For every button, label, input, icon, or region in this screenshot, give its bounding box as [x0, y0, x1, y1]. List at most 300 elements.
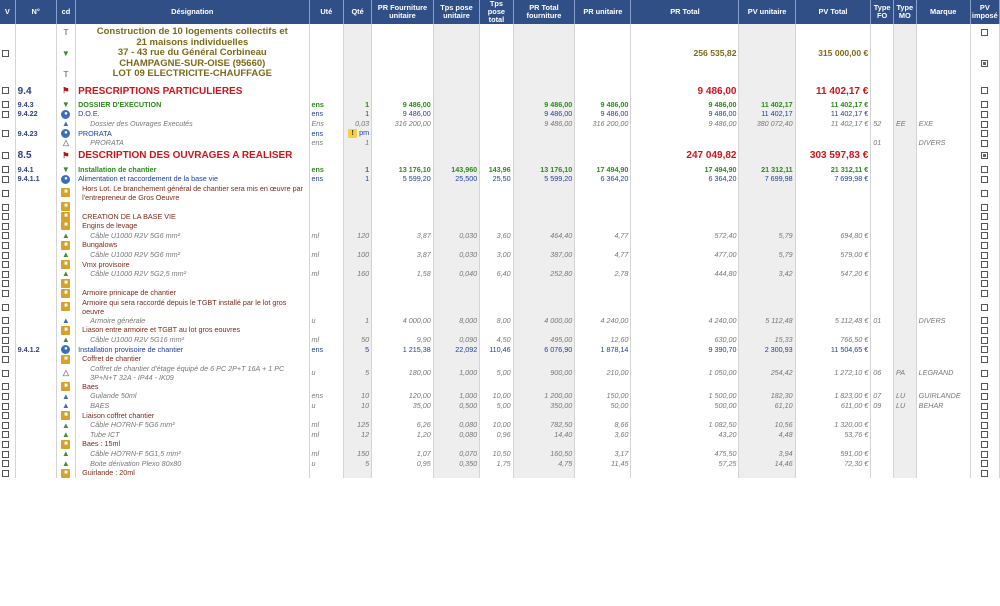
row-pv-impose-cell: [970, 458, 999, 468]
pv-impose-checkbox[interactable]: [981, 111, 988, 118]
col-header-type-mo[interactable]: Type MO: [893, 0, 916, 24]
package-icon: ▲: [61, 391, 70, 401]
row-pr-total-fourniture: 900,00: [513, 364, 575, 382]
row-pv-unitaire: [739, 410, 795, 420]
table-row: [0, 269, 1000, 279]
row-pr-unitaire: 4,77: [575, 230, 631, 240]
row-pr-total: 9 486,00: [631, 100, 739, 110]
row-marque: DIVERS: [916, 138, 970, 148]
row-checkbox[interactable]: [2, 252, 9, 259]
pv-impose-checkbox[interactable]: [981, 152, 988, 159]
row-checkbox[interactable]: [2, 290, 9, 297]
row-type-mo: [893, 269, 916, 279]
row-checkbox[interactable]: [2, 337, 9, 344]
row-checkbox-cell: [0, 138, 15, 148]
row-checkbox[interactable]: [2, 190, 9, 197]
pv-impose-checkbox[interactable]: [981, 383, 988, 390]
table-row: [0, 174, 1000, 184]
row-type-fo: [871, 354, 894, 364]
project-header-row: [0, 24, 1000, 83]
row-qty: [344, 354, 372, 364]
row-pv-impose-cell: [970, 138, 999, 148]
row-checkbox[interactable]: [2, 50, 9, 57]
row-designation: Câble U1000 R2V 5G6 mm²: [76, 230, 309, 240]
row-checkbox[interactable]: [2, 280, 9, 287]
row-pr-fourniture-unitaire: 1 215,38: [372, 344, 434, 354]
row-pv-total: 547,20 €: [795, 269, 871, 279]
pv-impose-checkbox[interactable]: [981, 431, 988, 438]
row-tps-pose-total: [480, 100, 513, 110]
pv-impose-checkbox[interactable]: [981, 261, 988, 268]
row-pr-total-fourniture: 1 200,00: [513, 391, 575, 401]
row-marque: [916, 458, 970, 468]
row-pv-unitaire: [739, 240, 795, 250]
row-pr-fourniture-unitaire: 1,58: [372, 269, 434, 279]
pv-impose-checkbox[interactable]: [981, 327, 988, 334]
row-checkbox[interactable]: [2, 261, 9, 268]
row-number: [15, 250, 56, 260]
pv-impose-checkbox[interactable]: [981, 223, 988, 230]
pv-impose-checkbox[interactable]: [981, 337, 988, 344]
project-pv-total: 315 000,00 €: [795, 24, 871, 83]
row-pr-total: 572,40: [631, 230, 739, 240]
row-pv-total: 11 402,17 €: [795, 83, 871, 100]
row-pr-total-fourniture: [513, 288, 575, 298]
row-pv-impose-cell: [970, 335, 999, 345]
row-code-cell: [56, 288, 75, 298]
row-pv-impose-cell: [970, 109, 999, 119]
row-tps-pose-unitaire: 0,030: [433, 230, 479, 240]
row-checkbox[interactable]: [2, 403, 9, 410]
row-pr-unitaire: 12,60: [575, 335, 631, 345]
row-type-mo: [893, 420, 916, 430]
pv-impose-checkbox[interactable]: [981, 441, 988, 448]
row-pv-impose-cell: [970, 250, 999, 260]
row-checkbox[interactable]: [2, 166, 9, 173]
note-icon: ■: [61, 212, 70, 221]
row-pr-unitaire: [575, 147, 631, 164]
row-pr-total-fourniture: 9 486,00: [513, 109, 575, 119]
row-checkbox[interactable]: [2, 346, 9, 353]
pv-impose-checkbox[interactable]: [981, 166, 988, 173]
row-pr-total: 477,00: [631, 250, 739, 260]
row-code-cell: [56, 174, 75, 184]
row-pr-fourniture-unitaire: 5 599,20: [372, 174, 434, 184]
col-header-cd[interactable]: cd: [56, 0, 75, 24]
row-pv-total: 11 402,17 €: [795, 100, 871, 110]
col-header-pr-total[interactable]: PR Total: [631, 0, 739, 24]
row-marque: [916, 269, 970, 279]
table-row: [0, 439, 1000, 449]
table-header: [0, 0, 1000, 24]
col-header-v[interactable]: V: [0, 0, 15, 24]
row-pr-unitaire: 210,00: [575, 364, 631, 382]
pv-impose-checkbox[interactable]: [981, 204, 988, 211]
row-designation: Dossier des Ouvrages Executés: [76, 119, 309, 129]
pv-impose-checkbox[interactable]: [981, 29, 988, 36]
row-pv-total: 11 402,17 €: [795, 109, 871, 119]
row-pv-total: 591,00 €: [795, 449, 871, 459]
row-checkbox[interactable]: [2, 460, 9, 467]
row-pr-unitaire: [575, 382, 631, 392]
row-type-fo: [871, 211, 894, 221]
row-checkbox[interactable]: [2, 271, 9, 278]
row-code-cell: [56, 100, 75, 110]
table-row: [0, 468, 1000, 478]
row-qty: 5: [344, 458, 372, 468]
row-pv-total: [795, 325, 871, 335]
table-row: [0, 410, 1000, 420]
row-marque: [916, 430, 970, 440]
row-pr-unitaire: 11,45: [575, 458, 631, 468]
row-pr-fourniture-unitaire: [372, 410, 434, 420]
pv-impose-checkbox[interactable]: [981, 213, 988, 220]
pv-impose-checkbox[interactable]: [981, 190, 988, 197]
pv-impose-checkbox[interactable]: [981, 451, 988, 458]
row-pv-total: 579,00 €: [795, 250, 871, 260]
row-checkbox[interactable]: [2, 422, 9, 429]
row-checkbox[interactable]: [2, 176, 9, 183]
pv-impose-checkbox[interactable]: [981, 280, 988, 287]
row-designation: Liason entre armoire et TGBT au lot gros eouvres: [76, 325, 309, 335]
row-tps-pose-unitaire: [433, 221, 479, 231]
row-checkbox[interactable]: [2, 152, 9, 159]
col-header-marque[interactable]: Marque: [916, 0, 970, 24]
pv-impose-checkbox[interactable]: [981, 304, 988, 311]
row-number: [15, 410, 56, 420]
row-marque: [916, 420, 970, 430]
row-pv-unitaire: 21 312,11: [739, 164, 795, 174]
row-number: 9.4.22: [15, 109, 56, 119]
row-checkbox[interactable]: [2, 130, 9, 137]
pv-impose-checkbox[interactable]: [981, 232, 988, 239]
col-header-pv-unitaire[interactable]: PV unitaire: [739, 0, 795, 24]
row-pv-impose-cell: [970, 83, 999, 100]
row-checkbox[interactable]: [2, 412, 9, 419]
row-checkbox[interactable]: [2, 101, 9, 108]
row-code-cell: [56, 439, 75, 449]
row-checkbox-cell: [0, 128, 15, 138]
row-code-cell: [56, 430, 75, 440]
row-number: [15, 335, 56, 345]
row-marque: [916, 221, 970, 231]
pv-impose-checkbox[interactable]: [981, 370, 988, 377]
row-tps-pose-total: 10,00: [480, 420, 513, 430]
row-tps-pose-unitaire: [433, 354, 479, 364]
row-unit: [309, 382, 344, 392]
row-number: [15, 325, 56, 335]
table-row: [0, 119, 1000, 129]
row-unit: [309, 240, 344, 250]
row-checkbox[interactable]: [2, 441, 9, 448]
row-pv-total: 611,00 €: [795, 401, 871, 411]
row-pv-unitaire: [739, 138, 795, 148]
table-row: [0, 401, 1000, 411]
col-header-pr-fourniture-unitaire[interactable]: PR Fourniture unitaire: [372, 0, 434, 24]
row-pv-impose-cell: [970, 344, 999, 354]
row-pr-total: 9 486,00: [631, 83, 739, 100]
pv-impose-checkbox[interactable]: [981, 252, 988, 259]
row-pr-total: 6 364,20: [631, 174, 739, 184]
row-pr-fourniture-unitaire: 1,20: [372, 430, 434, 440]
row-pv-unitaire: [739, 83, 795, 100]
pv-impose-checkbox[interactable]: [981, 317, 988, 324]
row-number: [15, 354, 56, 364]
row-pr-total: [631, 382, 739, 392]
row-type-fo: [871, 335, 894, 345]
row-checkbox[interactable]: [2, 451, 9, 458]
row-pr-fourniture-unitaire: [372, 468, 434, 478]
row-unit: [309, 288, 344, 298]
pv-impose-checkbox[interactable]: [981, 176, 988, 183]
row-checkbox-cell: [0, 458, 15, 468]
row-qty: 1: [344, 100, 372, 110]
pv-impose-checkbox[interactable]: [981, 271, 988, 278]
note-icon: ■: [61, 221, 70, 230]
row-pv-unitaire: [739, 382, 795, 392]
row-tps-pose-total: [480, 298, 513, 316]
col-header-qty[interactable]: Qté: [344, 0, 372, 24]
row-pr-unitaire: [575, 211, 631, 221]
row-checkbox[interactable]: [2, 242, 9, 249]
row-checkbox[interactable]: [2, 111, 9, 118]
row-type-fo: [871, 147, 894, 164]
row-checkbox[interactable]: [2, 470, 9, 477]
row-pr-total: [631, 184, 739, 202]
row-pv-total: 53,76 €: [795, 430, 871, 440]
row-pv-total: [795, 410, 871, 420]
row-type-mo: [893, 174, 916, 184]
row-pr-unitaire: 3,17: [575, 449, 631, 459]
row-pv-unitaire: 7 699,98: [739, 174, 795, 184]
row-unit: ml: [309, 250, 344, 260]
col-header-n[interactable]: N°: [15, 0, 56, 24]
row-type-fo: [871, 468, 894, 478]
row-pr-fourniture-unitaire: [372, 202, 434, 212]
pv-impose-checkbox[interactable]: [981, 460, 988, 467]
row-unit: [309, 354, 344, 364]
row-code-cell: [56, 335, 75, 345]
row-pr-unitaire: [575, 439, 631, 449]
row-checkbox-cell: [0, 364, 15, 382]
pv-impose-checkbox[interactable]: [981, 60, 988, 67]
row-pr-total-fourniture: [513, 128, 575, 138]
row-type-mo: [893, 259, 916, 269]
row-checkbox-cell: [0, 401, 15, 411]
row-pv-impose-cell: [970, 259, 999, 269]
row-pr-fourniture-unitaire: [372, 211, 434, 221]
table-row: [0, 147, 1000, 164]
row-unit: [309, 211, 344, 221]
row-pr-unitaire: [575, 240, 631, 250]
table-row: [0, 354, 1000, 364]
row-pv-unitaire: [739, 439, 795, 449]
row-checkbox[interactable]: [2, 383, 9, 390]
row-unit: [309, 184, 344, 202]
row-pv-total: 694,80 €: [795, 230, 871, 240]
row-type-fo: 07: [871, 391, 894, 401]
row-marque: [916, 468, 970, 478]
row-type-mo: [893, 344, 916, 354]
row-pr-fourniture-unitaire: [372, 325, 434, 335]
row-checkbox[interactable]: [2, 370, 9, 377]
pv-impose-checkbox[interactable]: [981, 470, 988, 477]
pv-impose-checkbox[interactable]: [981, 403, 988, 410]
pv-impose-checkbox[interactable]: [981, 393, 988, 400]
pv-impose-checkbox[interactable]: [981, 87, 988, 94]
row-qty: 5: [344, 364, 372, 382]
row-pv-unitaire: [739, 211, 795, 221]
row-checkbox[interactable]: [2, 317, 9, 324]
row-pr-unitaire: 316 200,00: [575, 119, 631, 129]
pv-impose-checkbox[interactable]: [981, 121, 988, 128]
row-pr-fourniture-unitaire: 0,95: [372, 458, 434, 468]
note-icon: ■: [61, 382, 70, 391]
table-row: [0, 288, 1000, 298]
table-row: [0, 382, 1000, 392]
row-type-fo: [871, 382, 894, 392]
col-header-designation[interactable]: Désignation: [76, 0, 309, 24]
row-qty: [344, 184, 372, 202]
row-pr-unitaire: 2,78: [575, 269, 631, 279]
item-icon: ●: [61, 175, 70, 184]
pv-impose-checkbox[interactable]: [981, 130, 988, 137]
row-pr-fourniture-unitaire: [372, 439, 434, 449]
row-pr-unitaire: [575, 278, 631, 288]
col-header-pr-total-fourniture[interactable]: PR Total fourniture: [513, 0, 575, 24]
row-checkbox[interactable]: [2, 87, 9, 94]
note-icon: ■: [61, 302, 70, 311]
col-header-pv-total[interactable]: PV Total: [795, 0, 871, 24]
row-number: [15, 288, 56, 298]
row-type-mo: [893, 316, 916, 326]
row-checkbox[interactable]: [2, 213, 9, 220]
row-tps-pose-unitaire: [433, 259, 479, 269]
row-pr-total-fourniture: 4 000,00: [513, 316, 575, 326]
row-designation: Câble U1000 R2V 5G16 mm²: [76, 335, 309, 345]
row-pv-total: [795, 439, 871, 449]
row-unit: Ens: [309, 119, 344, 129]
row-pv-unitaire: 380 072,40: [739, 119, 795, 129]
row-checkbox[interactable]: [2, 431, 9, 438]
pv-impose-checkbox[interactable]: [981, 290, 988, 297]
row-checkbox-cell: [0, 100, 15, 110]
row-designation: DESCRIPTION DES OUVRAGES A REALISER: [76, 147, 309, 164]
pv-impose-checkbox[interactable]: [981, 242, 988, 249]
row-checkbox[interactable]: [2, 204, 9, 211]
row-pv-unitaire: [739, 202, 795, 212]
col-header-tps-pose-unitaire[interactable]: Tps pose unitaire: [433, 0, 479, 24]
row-checkbox[interactable]: [2, 232, 9, 239]
row-type-mo: [893, 147, 916, 164]
row-checkbox[interactable]: [2, 356, 9, 363]
row-tps-pose-total: [480, 109, 513, 119]
table-row: [0, 250, 1000, 260]
row-number: [15, 184, 56, 202]
row-checkbox[interactable]: [2, 223, 9, 230]
row-marque: [916, 449, 970, 459]
row-tps-pose-unitaire: [433, 288, 479, 298]
row-pr-fourniture-unitaire: [372, 138, 434, 148]
pv-impose-checkbox[interactable]: [981, 356, 988, 363]
pv-impose-checkbox[interactable]: [981, 140, 988, 147]
row-checkbox[interactable]: [2, 327, 9, 334]
pv-impose-checkbox[interactable]: [981, 346, 988, 353]
row-tps-pose-total: 5,00: [480, 364, 513, 382]
table-row: [0, 458, 1000, 468]
col-header-pv-impose[interactable]: PV imposé: [970, 0, 999, 24]
row-pr-total: [631, 138, 739, 148]
row-designation: BAES: [76, 401, 309, 411]
row-pr-total: 9 486,00: [631, 119, 739, 129]
row-pv-impose-cell: [970, 100, 999, 110]
row-pr-total-fourniture: 9 486,00: [513, 119, 575, 129]
row-checkbox-cell: [0, 278, 15, 288]
pv-impose-checkbox[interactable]: [981, 101, 988, 108]
row-pv-total: 72,30 €: [795, 458, 871, 468]
row-number: [15, 119, 56, 129]
row-unit: [309, 325, 344, 335]
item-icon: ●: [61, 129, 70, 138]
row-qty: 100: [344, 250, 372, 260]
col-header-type-fo[interactable]: Type FO: [871, 0, 894, 24]
row-pr-total: [631, 202, 739, 212]
row-pr-unitaire: 9 486,00: [575, 100, 631, 110]
pv-impose-checkbox[interactable]: [981, 422, 988, 429]
row-pr-fourniture-unitaire: 1,07: [372, 449, 434, 459]
note-icon: ■: [61, 241, 70, 250]
row-number: [15, 401, 56, 411]
row-tps-pose-total: 0,96: [480, 430, 513, 440]
tool-icon: T: [63, 27, 69, 37]
row-unit: u: [309, 316, 344, 326]
col-header-unit[interactable]: Uté: [309, 0, 344, 24]
row-pv-total: [795, 278, 871, 288]
row-checkbox[interactable]: [2, 393, 9, 400]
row-checkbox-cell: [0, 449, 15, 459]
col-header-tps-pose-total[interactable]: Tps pose total: [480, 0, 513, 24]
tool-icon: T: [63, 69, 69, 79]
flag-icon: ⚑: [62, 86, 70, 96]
row-marque: LEGRAND: [916, 364, 970, 382]
warning-icon: !: [348, 129, 357, 138]
row-number: 9.4.23: [15, 128, 56, 138]
row-pv-total: 303 597,83 €: [795, 147, 871, 164]
row-code-cell: [56, 250, 75, 260]
row-pv-unitaire: [739, 354, 795, 364]
row-pr-unitaire: 50,00: [575, 401, 631, 411]
row-qty: [344, 83, 372, 100]
row-pv-impose-cell: [970, 128, 999, 138]
col-header-pr-unitaire[interactable]: PR unitaire: [575, 0, 631, 24]
row-type-mo: [893, 240, 916, 250]
row-pr-total-fourniture: [513, 211, 575, 221]
pv-impose-checkbox[interactable]: [981, 412, 988, 419]
row-designation: Bungalows: [76, 240, 309, 250]
row-pv-unitaire: 11 402,17: [739, 100, 795, 110]
folder-icon: ▼: [61, 48, 70, 58]
row-checkbox-cell: [0, 259, 15, 269]
row-designation: Liaison coffret chantier: [76, 410, 309, 420]
row-tps-pose-unitaire: 1,000: [433, 391, 479, 401]
row-pr-total-fourniture: [513, 259, 575, 269]
row-pv-impose-cell: [970, 382, 999, 392]
row-tps-pose-unitaire: 0,080: [433, 430, 479, 440]
row-type-fo: [871, 221, 894, 231]
row-checkbox[interactable]: [2, 304, 9, 311]
row-type-fo: [871, 109, 894, 119]
row-pv-total: [795, 138, 871, 148]
